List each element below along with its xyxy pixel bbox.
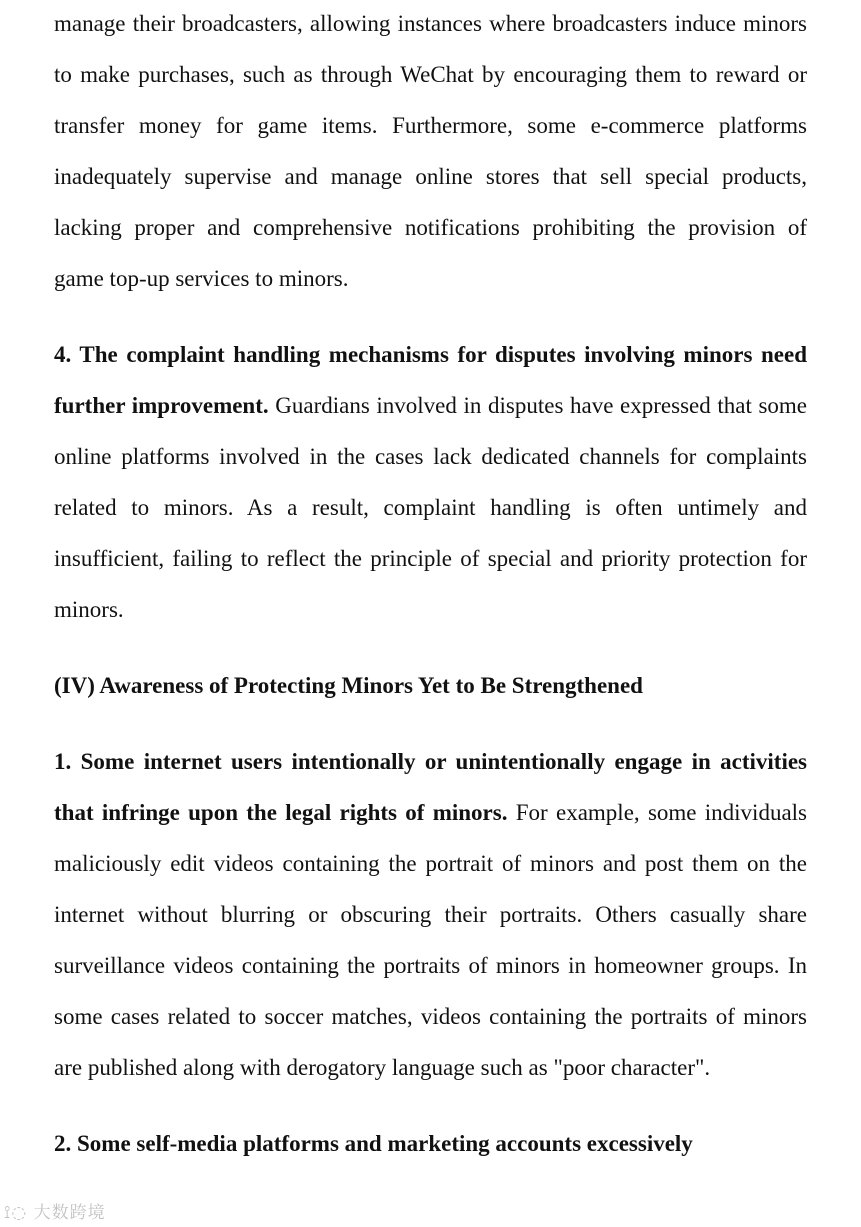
intro-paragraph: manage their broadcasters, allowing instances where broadcasters induce minors to make purchases, such as through WeChat by encouraging them to reward or transfer money for game items. Furthermore, some e-commerce platforms inadequately supervise and manage online stores that sell special products, lacking proper and comprehensive notifications prohibiting the provision of game top-up services to minors. bbox=[54, 11, 807, 291]
item-1-body: For example, some individuals maliciously edit videos containing the portrait of minors and post them on the internet without blurring or obscuring their portraits. Others casually share surveillance videos containing the portraits of minors in homeowner groups. In some cases related to soccer matches, videos containing the portraits of minors are published along with derogatory language such as "poor character". bbox=[54, 800, 807, 1080]
item-1-lead: 1. Some internet users intentionally or unintentionally engage in activities that infringe upon the legal rights of minors. bbox=[54, 749, 807, 825]
item-4-paragraph bbox=[54, 329, 807, 635]
watermark-icon: ⟟◌ bbox=[4, 1203, 28, 1223]
item-2-paragraph bbox=[54, 1118, 807, 1169]
section-heading: (IV) Awareness of Protecting Minors Yet to Be Strengthened bbox=[54, 673, 643, 698]
watermark-text: 大数跨境 bbox=[33, 1203, 106, 1223]
watermark bbox=[4, 1198, 106, 1223]
item-4-body: Guardians involved in disputes have expressed that some online platforms involved in the cases lack dedicated channels for complaints related to minors. As a result, complaint handling is often untimely and insufficient, failing to reflect the principle of special and priority protection for minors. bbox=[54, 393, 807, 622]
document-page bbox=[54, 0, 807, 1169]
item-2-lead: 2. Some self-media platforms and marketing accounts excessively bbox=[54, 1131, 693, 1156]
item-4-lead: 4. The complaint handling mechanisms for disputes involving minors need further improvement. bbox=[54, 342, 807, 418]
item-1-paragraph bbox=[54, 736, 807, 1093]
